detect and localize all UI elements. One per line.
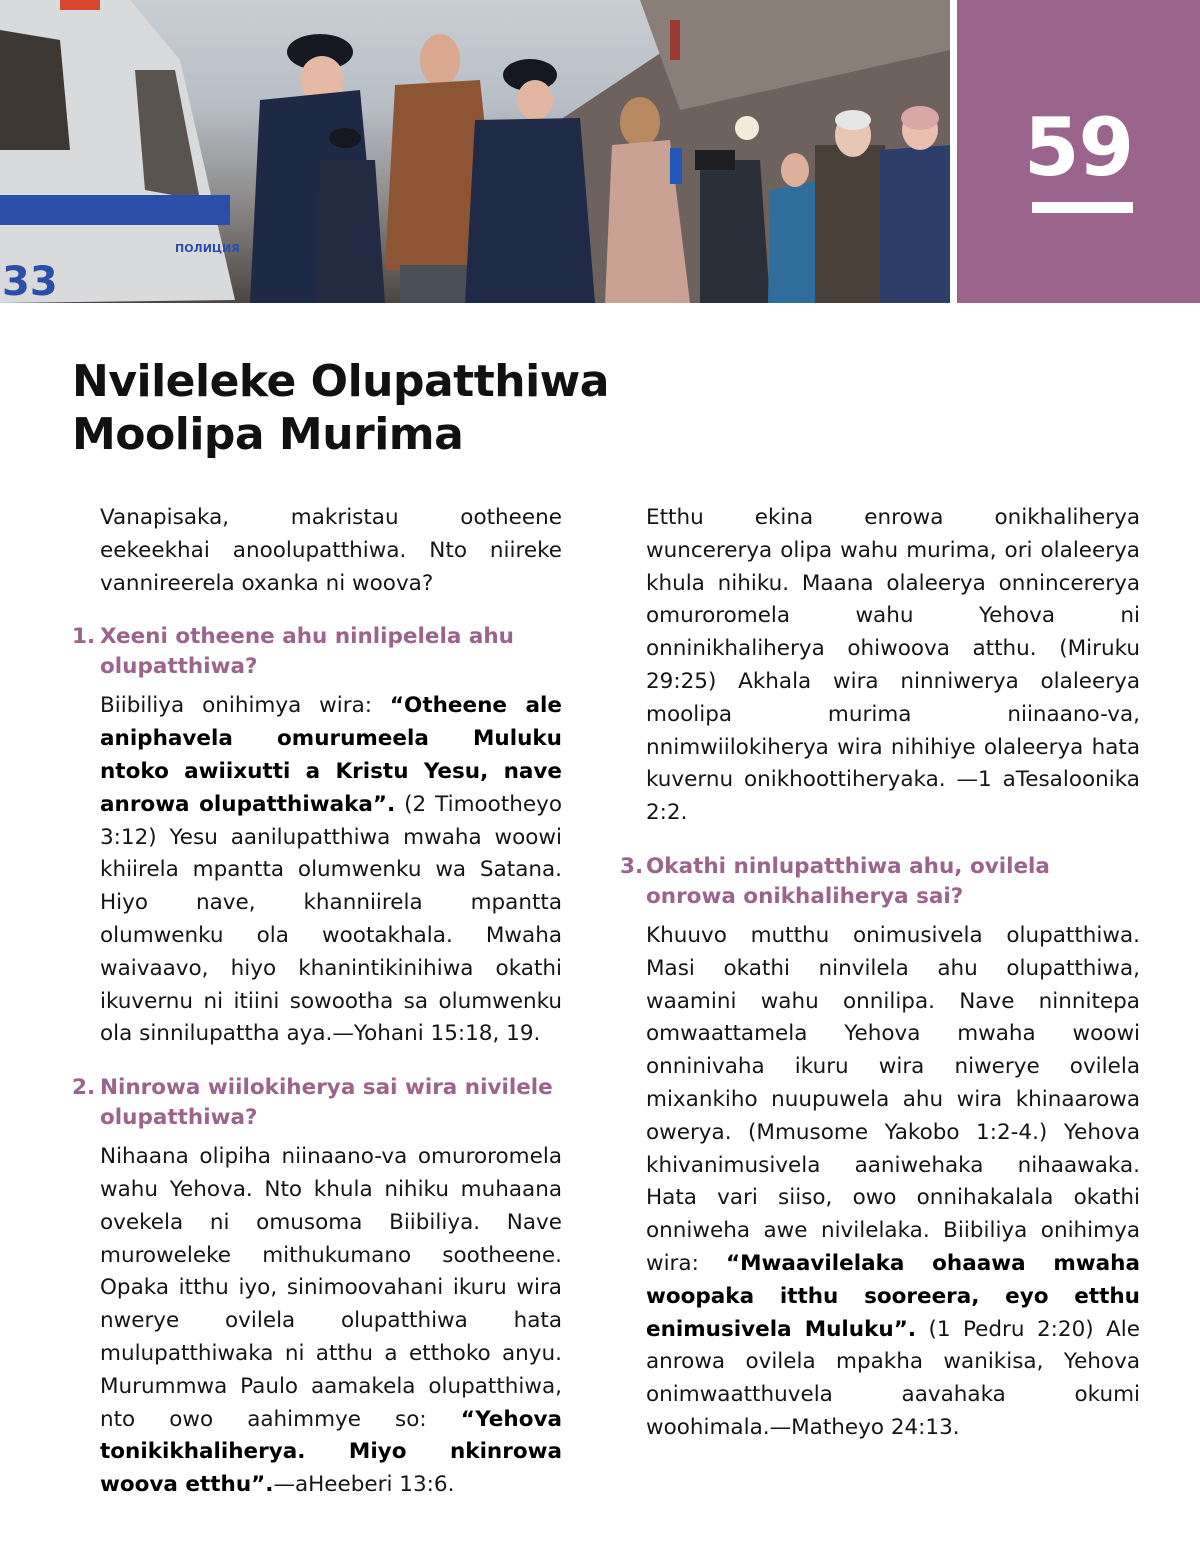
scripture-quote: “Mwaavilelaka ohaawa mwaha woopaka itthu sooreera, eyo etthu enimusivela Muluku”. <box>646 1250 1140 1342</box>
question-number: 3. <box>620 853 644 879</box>
scripture-quote: “Otheene ale aniphavela omurumeela Muluku ntoko awiixutti a Kristu Yesu, nave anrowa olupatthiwaka”. <box>100 693 562 817</box>
question-number: 2. <box>72 1075 96 1101</box>
question-text: Xeeni otheene ahu ninlipelela ahu olupatthiwa? <box>100 624 514 680</box>
answer-paragraph-3 <box>646 920 1140 1445</box>
question-number: 1. <box>72 624 96 650</box>
scripture-quote: “Yehova tonikikhaliherya. Miyo nkinrowa woova etthu”. <box>100 1406 562 1498</box>
question-text: Okathi ninlupatthiwa ahu, ovilela onrowa onikhaliherya sai? <box>646 853 1050 909</box>
photo-illustration <box>0 0 950 303</box>
answer-paragraph-2 <box>100 1141 562 1502</box>
answer-text: (2 Timootheyo 3:12) Yesu aanilupatthiwa mwaha woowi khiirela mpantta olumwenku wa Satana. Hiyo nave, khanniirela mpantta olumwenku ola wootakhala. Mwaha waivaavo, hiyo khanintikinihiwa okathi ikuvernu ni itiini sowootha sa olumwenku ola sinnilupattha aya.—Yohani 15:18, 19. <box>100 791 562 1047</box>
reporter-hair <box>620 97 660 147</box>
page-number-badge <box>957 0 1200 303</box>
cameraman <box>700 160 770 303</box>
detained-man-head <box>420 34 460 86</box>
answer-text: (1 Pedru 2:20) Ale anrowa ovilela mpakha wanikisa, Yehova onimwaatthuvela aavahaka okumi woohimala.—Matheyo 24:13. <box>646 1316 1140 1440</box>
lesson-title <box>72 355 772 461</box>
microphone <box>670 148 682 184</box>
right-column <box>620 502 1140 1445</box>
van-stripe <box>0 195 230 225</box>
page-number-underline <box>1032 202 1133 213</box>
header-photo <box>0 0 950 303</box>
officer-3 <box>465 118 595 303</box>
answer-paragraph-1 <box>100 690 562 1051</box>
van-number: 33 <box>2 259 58 303</box>
question-1 <box>72 622 562 682</box>
crowd-woman <box>880 145 950 303</box>
answer-text: Etthu ekina enrowa onikhaliherya wuncererya olipa wahu murima, ori olaleerya khula nihiku. Maana olaleerya onnincererya omuroromela wahu Yehova ni onninikhaliherya ohiwoova atthu. (Miruku 29:25) Akhala wira ninniwerya olaleerya moolipa murima niinaano-va, nnimwiilokiherya wira nihihiye olaleerya hata kuvernu onikhoottiheryaka. —1 aTesaloonika 2:2. <box>646 505 1140 826</box>
van-label: ПОЛИЦИЯ <box>175 242 240 255</box>
lesson-title-line-2: Moolipa Murima <box>72 409 464 460</box>
lesson-title-line-1: Nvileleke Olupatthiwa <box>72 356 609 407</box>
question-text: Ninrowa wiilokiherya sai wira nivilele olupatthiwa? <box>100 1075 553 1131</box>
answer-text: Khuuvo mutthu onimusivela olupatthiwa. Masi okathi ninvilela ahu olupatthiwa, waamini wahu onnilipa. Nave ninnitepa omwaattamela Yehova mwaha woowi onninivaha ikuru wira niwerye ovilela mixankiho nuupuwela ahu wira khinaarowa owerya. (Mmusome Yakobo 1:2-4.) Yehova khivanimusivela aaniwehaka nihaawaka. Hata vari siiso, owo onnihakalala okathi onniweha awe nivilelaka. Biibiliya onihimya wira: <box>646 922 1140 1276</box>
question-2 <box>72 1073 562 1133</box>
answer-text: Biibiliya onihimya wira: <box>100 693 390 719</box>
left-column <box>72 502 562 1502</box>
building-sign <box>670 20 680 60</box>
answer-paragraph-2b <box>646 502 1140 830</box>
answer-text: —aHeeberi 13:6. <box>273 1472 455 1498</box>
page-number: 59 <box>1023 101 1134 194</box>
answer-text: Nihaana olipiha niinaano-va omuroromela wahu Yehova. Nto khula nihiku muhaana ovekela ni omusoma Biibiliya. Nave muroweleke mithukumano sootheene. Opaka itthu iyo, sinimoovahani ikuru wira nwerye ovilela olupatthiwa hata mulupatthiwaka ni atthu a etthoko anyu. Murummwa Paulo aamakela olupatthiwa, nto owo aahimmye so: <box>100 1144 562 1432</box>
intro-paragraph: Vanapisaka, makristau ootheene eekeekhai anoolupatthiwa. Nto niireke vannireerela oxanka ni woova? <box>100 505 562 596</box>
van-light <box>60 0 100 10</box>
question-3 <box>620 852 1140 912</box>
camera-light <box>735 116 759 140</box>
